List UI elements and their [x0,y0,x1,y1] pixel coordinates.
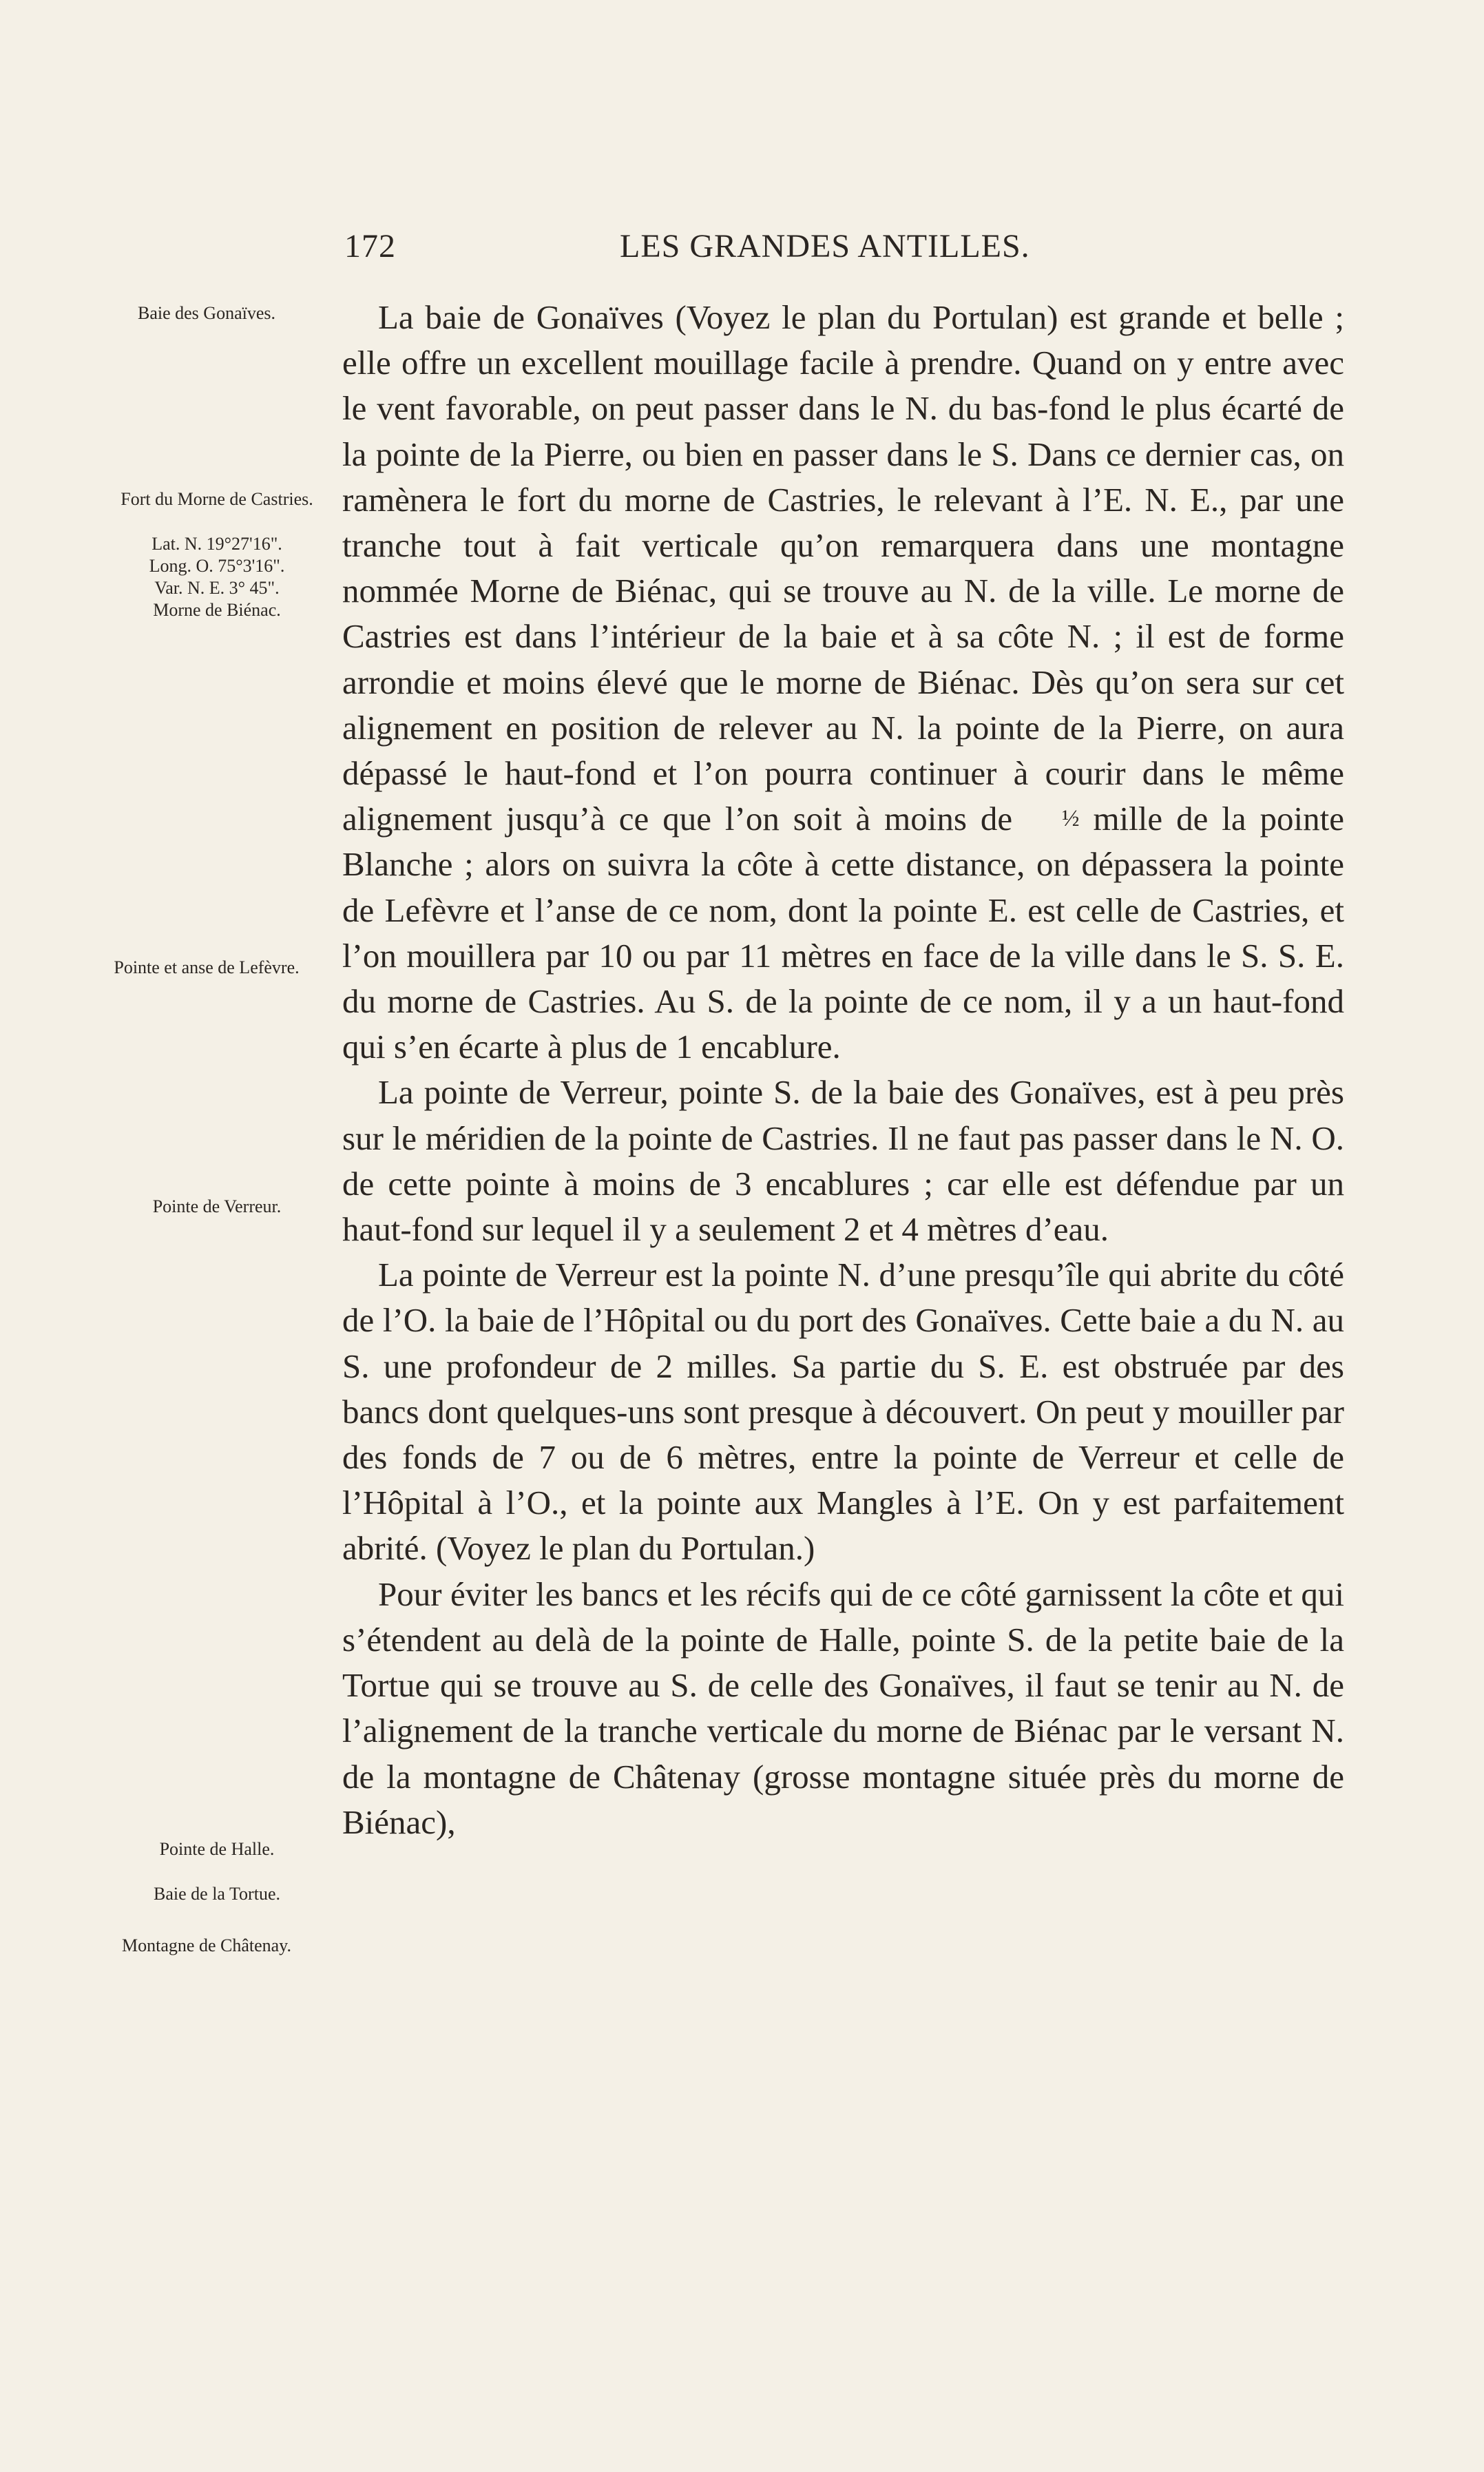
paragraph-4: Pour éviter les bancs et les récifs qui de ce côté garnissent la côte et qui s’étendent au delà de la pointe de Halle, pointe S. de la petite baie de la Tortue qui se trouve au S. de celle des Gonaïves, il faut se tenir au N. de l’alignement de la tranche verticale du morne de Biénac par le versant N. de la montagne de Châtenay (grosse montagne située près du morne de Biénac), [342,1575,1344,1841]
paragraph-1-part-a: La baie de Gonaïves (Voyez le plan du Portulan) est grande et belle ; elle offre un excellent mouillage facile à prendre. Quand on y entre avec le vent favorable, on peut passer dans le N. du bas-fond le plus écarté de la pointe de la Pierre, ou bien en passer dans le S. Dans ce dernier cas, on ramènera le fort du morne de Castries, le relevant à l’E. N. E., par une tranche tout à fait verticale qu’on remarquera dans une montagne nommée Morne de Biénac, qui se trouve au N. de la ville. Le morne de Castries est dans l’intérieur de la baie et à sa côte N. ; il est de forme arrondie et moins élevé que le morne de Biénac. Dès qu’on sera sur cet alignement en position de relever au N. la pointe de la Pierre, on aura dépassé le haut-fond et l’on pourra continuer à courir dans le même alignement jusqu’à ce que l’on soit à moins de [342,298,1344,838]
margin-note-variation: Var. N. E. 3° 45". [154,578,280,598]
margin-note-fort-castries: Fort du Morne de Castries. [121,489,313,509]
fraction: ½ [1062,806,1080,832]
margin-note-chatenay: Montagne de Châtenay. [122,1935,291,1955]
body-text [342,295,1344,1845]
margin-note-baie-gonaives: Baie des Gonaïves. [137,303,275,323]
margin-note-longitude: Long. O. 75°3'16". [149,556,285,576]
paragraph-1 [342,295,1344,1070]
margin-note-halle: Pointe de Halle. [159,1839,275,1859]
paragraph-2: La pointe de Verreur, pointe S. de la baie des Gonaïves, est à peu près sur le méridien de la pointe de Castries. Il ne faut pas passer dans le N. O. de cette pointe à moins de 3 encablures ; car elle est défendue par un haut-fond sur lequel il y a seulement 2 et 4 mètres d’eau. [342,1073,1344,1249]
margin-note-latitude: Lat. N. 19°27'16". [151,534,282,554]
margin-notes [103,0,331,2472]
margin-note-lefevre: Pointe et anse de Lefèvre. [114,957,300,977]
page-number: 172 [344,228,396,264]
running-head [337,227,1357,276]
margin-note-tortue: Baie de la Tortue. [154,1884,280,1904]
paragraph-1-part-b: mille de la pointe Blanche ; alors on suivra la côte à cette distance, on dépassera la pointe de Lefèvre et l’anse de ce nom, dont la pointe E. est celle de Castries, et l’on mouillera par 10 ou par 11 mètres en face de la ville dans le S. S. E. du morne de Castries. Au S. de la pointe de ce nom, il y a un haut-fond qui s’en écarte à plus de 1 encablure. [342,800,1344,1066]
running-title: LES GRANDES ANTILLES. [620,228,1030,264]
margin-note-morne-bienac: Morne de Biénac. [153,600,281,620]
margin-note-verreur: Pointe de Verreur. [152,1196,282,1216]
paragraph-3: La pointe de Verreur est la pointe N. d’une presqu’île qui abrite du côté de l’O. la baie de l’Hôpital ou du port des Gonaïves. Cette baie a du N. au S. une profondeur de 2 milles. Sa partie du S. E. est obstruée par des bancs dont quelques-uns sont presque à découvert. On peut y mouiller par des fonds de 7 ou de 6 mètres, entre la pointe de Verreur et celle de l’Hôpital à l’O., et la pointe aux Mangles à l’E. On y est parfaitement abrité. (Voyez le plan du Portulan.) [342,1256,1344,1568]
